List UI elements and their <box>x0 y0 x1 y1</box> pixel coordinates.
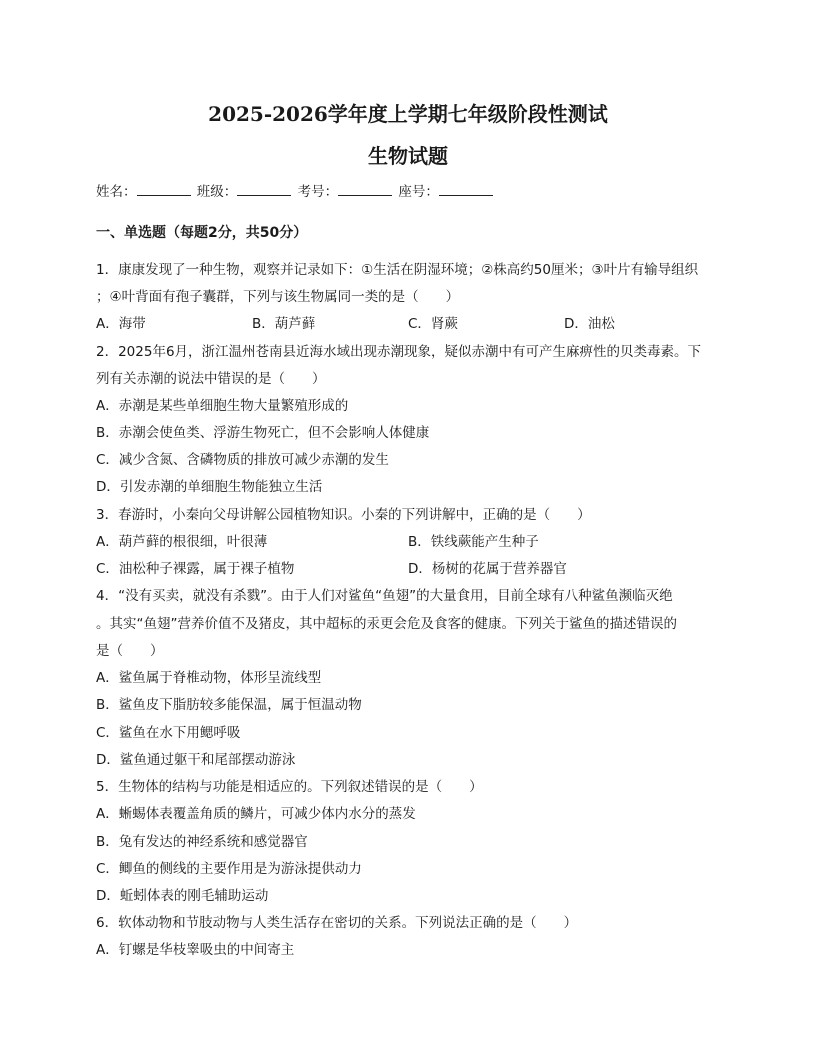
q2-option-d: D．引发赤潮的单细胞生物能独立生活 <box>96 479 323 495</box>
question-2-stem-line-1: 2．2025年6月，浙江温州苍南县近海水域出现赤潮现象，疑似赤潮中有可产生麻痹性的贝类毒素。下 <box>96 344 702 360</box>
q4-option-b: B．鲨鱼皮下脂肪较多能保温，属于恒温动物 <box>96 697 362 713</box>
q3-option-d: D．杨树的花属于营养器官 <box>408 561 567 577</box>
question-6-stem-line-1: 6．软体动物和节肢动物与人类生活存在密切的关系。下列说法正确的是（ ） <box>96 915 578 931</box>
exam-number-blank <box>338 183 392 196</box>
q3-option-b: B．铁线蕨能产生种子 <box>408 534 539 550</box>
question-1-stem-line-2: ；④叶背面有孢子囊群，下列与该生物属同一类的是（ ） <box>96 289 460 305</box>
seat-label: 座号： <box>398 184 439 200</box>
q5-option-a: A．蜥蜴体表覆盖角质的鳞片，可减少体内水分的蒸发 <box>96 806 416 822</box>
q2-option-b: B．赤潮会使鱼类、浮游生物死亡，但不会影响人体健康 <box>96 425 430 441</box>
q1-option-d: D．油松 <box>564 316 615 332</box>
q5-option-c: C．鲫鱼的侧线的主要作用是为游泳提供动力 <box>96 861 362 877</box>
class-blank <box>237 183 291 196</box>
question-4-stem-line-3: 是（ ） <box>96 643 164 659</box>
seat-blank <box>439 183 493 196</box>
q6-option-a: A．钉螺是华枝睾吸虫的中间寄主 <box>96 942 295 958</box>
q1-option-b: B．葫芦藓 <box>252 316 316 332</box>
q2-option-a: A．赤潮是某些单细胞生物大量繁殖形成的 <box>96 398 349 414</box>
student-info-line <box>96 180 495 200</box>
question-1-stem-line-1: 1．康康发现了一种生物，观察并记录如下：①生活在阴湿环境；②株高约50厘米；③叶片有输导组织 <box>96 262 699 278</box>
q3-option-c: C．油松种子裸露，属于裸子植物 <box>96 561 295 577</box>
q3-option-a: A．葫芦藓的根很细，叶很薄 <box>96 534 268 550</box>
name-blank <box>137 183 191 196</box>
q4-option-c: C．鲨鱼在水下用鳃呼吸 <box>96 725 241 741</box>
name-label: 姓名： <box>96 184 137 200</box>
section-title: 一、单选题（每题2分，共50分） <box>96 225 308 241</box>
question-4-stem-line-1: 4．“没有买卖，就没有杀戮”。由于人们对鲨鱼“鱼翅”的大量食用，目前全球有八种鲨鱼濒临灭绝 <box>96 588 673 604</box>
q1-option-a: A．海带 <box>96 316 146 332</box>
q4-option-d: D．鲨鱼通过躯干和尾部摆动游泳 <box>96 752 296 768</box>
question-3-stem-line-1: 3．春游时，小秦向父母讲解公园植物知识。小秦的下列讲解中，正确的是（ ） <box>96 507 591 523</box>
question-2-stem-line-2: 列有关赤潮的说法中错误的是（ ） <box>96 371 326 387</box>
subject-title: 生物试题 <box>368 144 448 168</box>
class-label: 班级： <box>196 184 238 200</box>
q2-option-c: C．减少含氮、含磷物质的排放可减少赤潮的发生 <box>96 452 389 468</box>
exam-number-label: 考号： <box>297 184 339 200</box>
q1-option-c: C．肾蕨 <box>408 316 458 332</box>
q5-option-d: D．蚯蚓体表的刚毛辅助运动 <box>96 888 269 904</box>
exam-title: 2025-2026学年度上学期七年级阶段性测试 <box>208 102 608 126</box>
question-5-stem-line-1: 5．生物体的结构与功能是相适应的。下列叙述错误的是（ ） <box>96 779 483 795</box>
q5-option-b: B．兔有发达的神经系统和感觉器官 <box>96 834 308 850</box>
question-4-stem-line-2: 。其实“鱼翅”营养价值不及猪皮，其中超标的汞更会危及食客的健康。下列关于鲨鱼的描述错误的 <box>96 616 677 632</box>
q4-option-a: A．鲨鱼属于脊椎动物，体形呈流线型 <box>96 670 322 686</box>
